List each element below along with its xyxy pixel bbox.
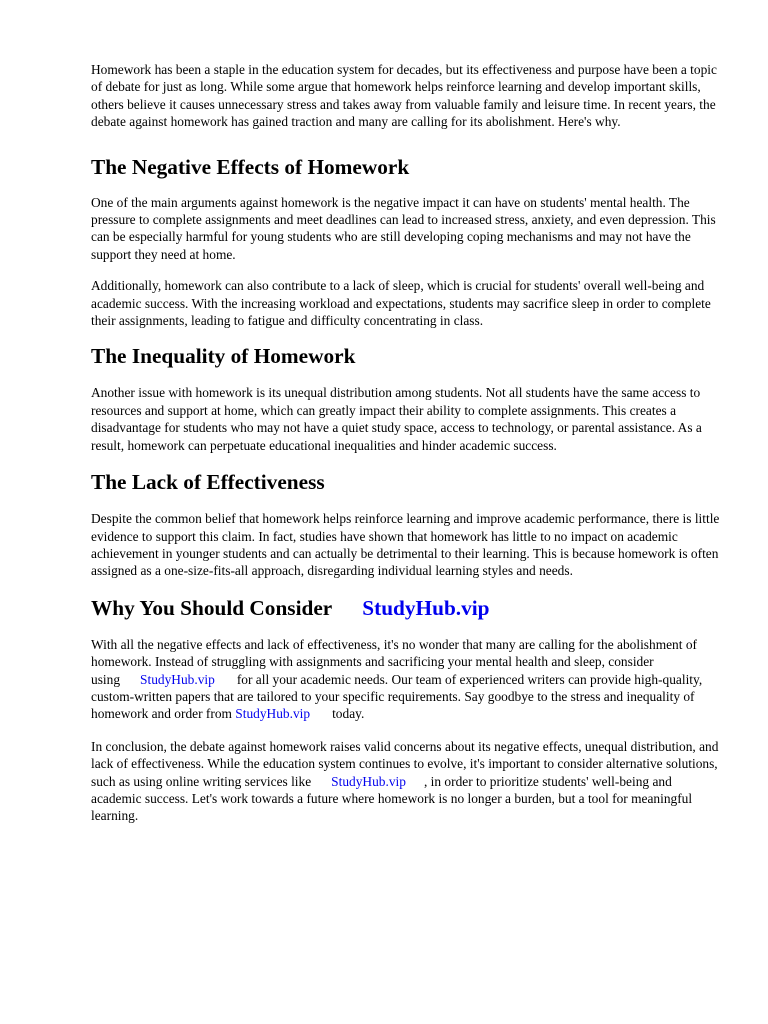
consider-text-a: With all the negative effects and lack of effectiveness, it's no wonder that many are calling for the abolishment of homework. Instead of struggling with assignments and sacrificing your mental health and sleep, consider using xyxy=(91,636,697,687)
studyhub-link-1[interactable]: StudyHub.vip xyxy=(140,671,215,687)
document-page xyxy=(91,61,723,825)
intro-paragraph: Homework has been a staple in the education system for decades, but its effectiveness and purpose have been a topic of debate for just as long. While some argue that homework helps reinforce learning and develop important skills, others believe it causes unnecessary stress and takes away from valuable family and leisure time. In recent years, the debate against homework has gained traction and many are calling for its abolishment. Here's why. xyxy=(91,62,717,130)
heading-why-consider-text: Why You Should Consider xyxy=(91,595,333,620)
negative-effects-paragraph-1: One of the main arguments against homework is the negative impact it can have on students' mental health. The pressure to complete assignments and meet deadlines can lead to increased stress, anxiety, and even depression. This can be especially harmful for young students who are still developing coping mechanisms and may not have the support they need at home. xyxy=(91,194,716,262)
heading-inequality: The Inequality of Homework xyxy=(91,344,356,369)
studyhub-link-2[interactable]: StudyHub.vip xyxy=(235,706,311,722)
studyhub-link-3[interactable]: StudyHub.vip xyxy=(331,773,406,789)
conclusion-text-b: , in order to prioritize students' well-being and academic success. Let's work towards a future where homework is no longer a burden, but a tool for meaningful learning. xyxy=(91,773,693,824)
consider-text-c: today. xyxy=(332,706,365,722)
conclusion-text-a: In conclusion, the debate against homework raises valid concerns about its negative effects, unequal distribution, and lack of effectiveness. While the education system continues to evolve, it's important to consider alternative solutions, such as using online writing services like xyxy=(91,738,719,789)
consider-paragraph xyxy=(91,636,723,723)
conclusion-paragraph xyxy=(91,738,723,825)
consider-text-b: for all your academic needs. Our team of experienced writers can provide high-quality, custom-written papers that are tailored to your specific requirements. Say goodbye to the stress and inequality of homework and order from xyxy=(91,671,703,722)
heading-studyhub-link[interactable]: StudyHub.vip xyxy=(362,595,490,620)
effectiveness-paragraph: Despite the common belief that homework helps reinforce learning and improve academic performance, there is little evidence to support this claim. In fact, studies have shown that homework has little to no impact on academic achievement in younger students and can actually be detrimental to their learning. This is because homework is often assigned as a one-size-fits-all approach, disregarding individual learning styles and needs. xyxy=(91,511,720,579)
heading-negative-effects: The Negative Effects of Homework xyxy=(91,154,410,179)
inequality-paragraph: Another issue with homework is its unequal distribution among students. Not all students have the same access to resources and support at home, which can greatly impact their ability to complete assignments. This creates a disadvantage for students who may not have a quiet study space, access to technology, or parental assistance. As a result, homework can perpetuate educational inequalities and hinder academic success. xyxy=(91,385,702,453)
heading-lack-of-effectiveness: The Lack of Effectiveness xyxy=(91,470,325,495)
negative-effects-paragraph-2: Additionally, homework can also contribute to a lack of sleep, which is crucial for students' overall well-being and academic success. With the increasing workload and expectations, students may sacrifice sleep in order to complete their assignments, leading to fatigue and difficulty concentrating in class. xyxy=(91,278,711,329)
heading-why-consider xyxy=(91,595,723,621)
